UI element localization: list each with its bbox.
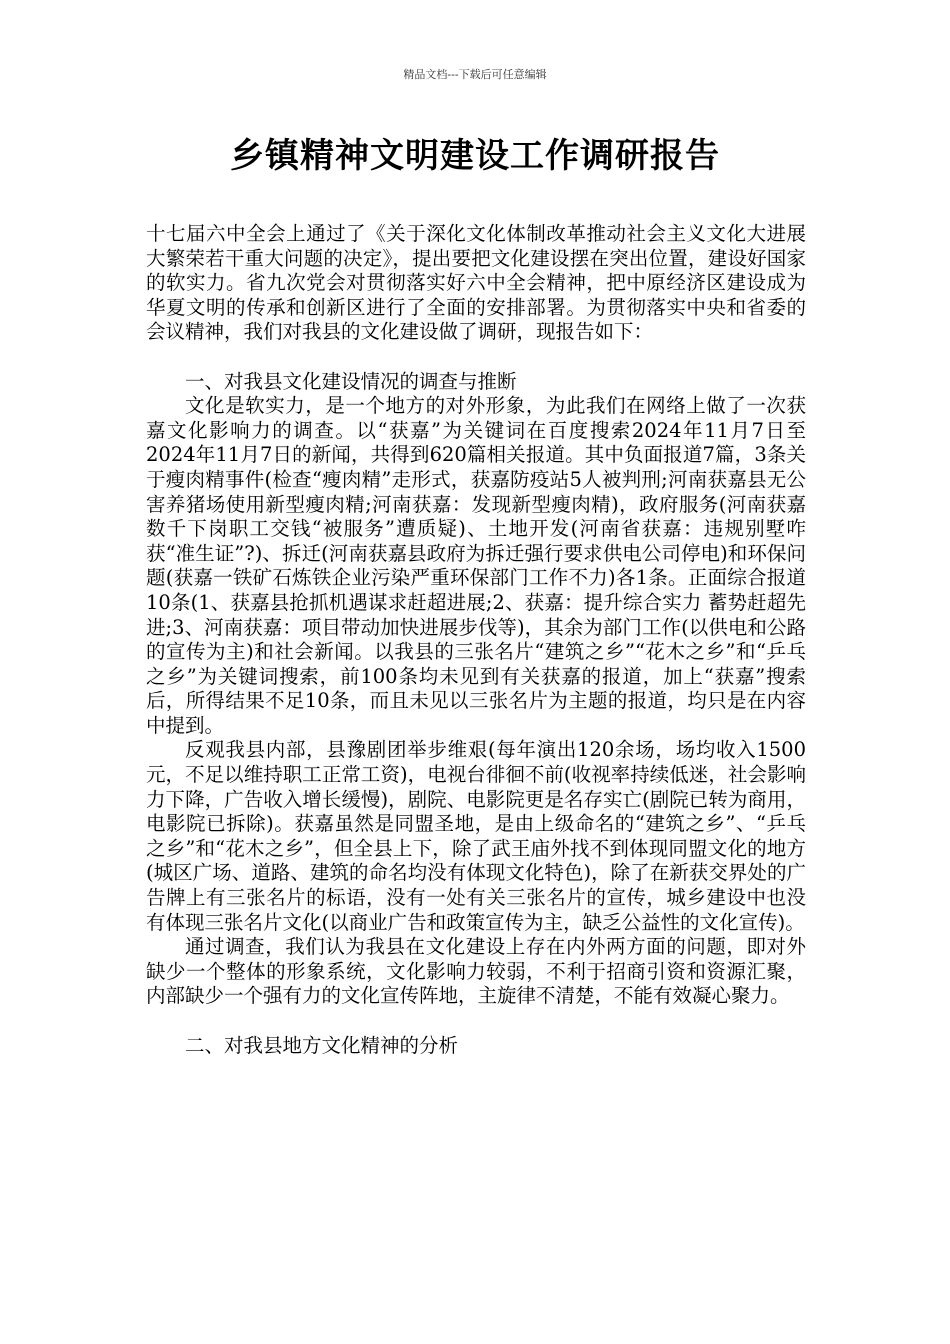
paragraph-3: 通过调查，我们认为我县在文化建设上存在内外两方面的问题，即对外缺少一个整体的形象系统，文化影响力较弱，不利于招商引资和资源汇聚，内部缺少一个强有力的文化宣传阵地，主旋律不清楚，不能有效凝心聚力。 — [146, 935, 806, 1008]
paragraph-1: 文化是软实力，是一个地方的对外形象，为此我们在网络上做了一次获嘉文化影响力的调查。以“获嘉”为关键词在百度搜索2024年11月7日至2024年11月7日的新闻，共得到620篇相关报道。其中负面报道7篇，3条关于瘦肉精事件(检查“瘦肉精”走形式，获嘉防疫站5人被判刑;河南获嘉县无公害养猪场使用新型瘦肉精;河南获嘉：发现新型瘦肉精)，政府服务(河南获嘉数千下岗职工交钱“被服务”遭质疑)、土地开发(河南省获嘉：违规别墅咋获“准生证”?)、拆迁(河南获嘉县政府为拆迁强行要求供电公司停电)和环保问题(获嘉一铁矿石炼铁企业污染严重环保部门工作不力)各1条。正面综合报道10条(1、获嘉县抢抓机遇谋求赶超进展;2、获嘉：提升综合实力 蓄势赶超先进;3、河南获嘉：项目带动加快进展步伐等)，其余为部门工作(以供电和公路的宣传为主)和社会新闻。以我县的三张名片“建筑之乡”“花木之乡”和“乒乓之乡”为关键词搜索，前100条均未见到有关获嘉的报道，加上“获嘉”搜索后，所得结果不足10条，而且未见以三张名片为主题的报道，均只是在内容中提到。 — [146, 394, 806, 737]
section-heading-1: 一、对我县文化建设情况的调查与推断 — [185, 369, 517, 393]
header-note: 精品文档---下载后可任意编辑 — [403, 68, 547, 81]
spacer — [146, 345, 806, 370]
intro-paragraph: 十七届六中全会上通过了《关于深化文化体制改革推动社会主义文化大进展大繁荣若干重大问题的决定》，提出要把文化建设摆在突出位置，建设好国家的软实力。省九次党会对贯彻落实好六中全会精神，把中原经济区建设成为华夏文明的传承和创新区进行了全面的安排部署。为贯彻落实中央和省委的会议精神，我们对我县的文化建设做了调研，现报告如下： — [146, 222, 806, 344]
document-title: 乡镇精神文明建设工作调研报告 — [230, 136, 720, 176]
spacer — [146, 1009, 806, 1034]
section-heading-2: 二、对我县地方文化精神的分析 — [185, 1033, 459, 1057]
document-body — [146, 222, 806, 1058]
paragraph-2: 反观我县内部，县豫剧团举步维艰(每年演出120余场，场均收入1500元，不足以维持职工正常工资)，电视台徘徊不前(收视率持续低迷，社会影响力下降，广告收入增长缓慢)，剧院、电影院更是名存实亡(剧院已转为商用，电影院已拆除)。获嘉虽然是同盟圣地，是由上级命名的“建筑之乡”、“乒乓之乡”和“花木之乡”，但全县上下，除了武王庙外找不到体现同盟文化的地方(城区广场、道路、建筑的命名均没有体现文化特色)，除了在新获交界处的广告牌上有三张名片的标语，没有一处有关三张名片的宣传，城乡建设中也没有体现三张名片文化(以商业广告和政策宣传为主，缺乏公益性的文化宣传)。 — [146, 738, 806, 934]
